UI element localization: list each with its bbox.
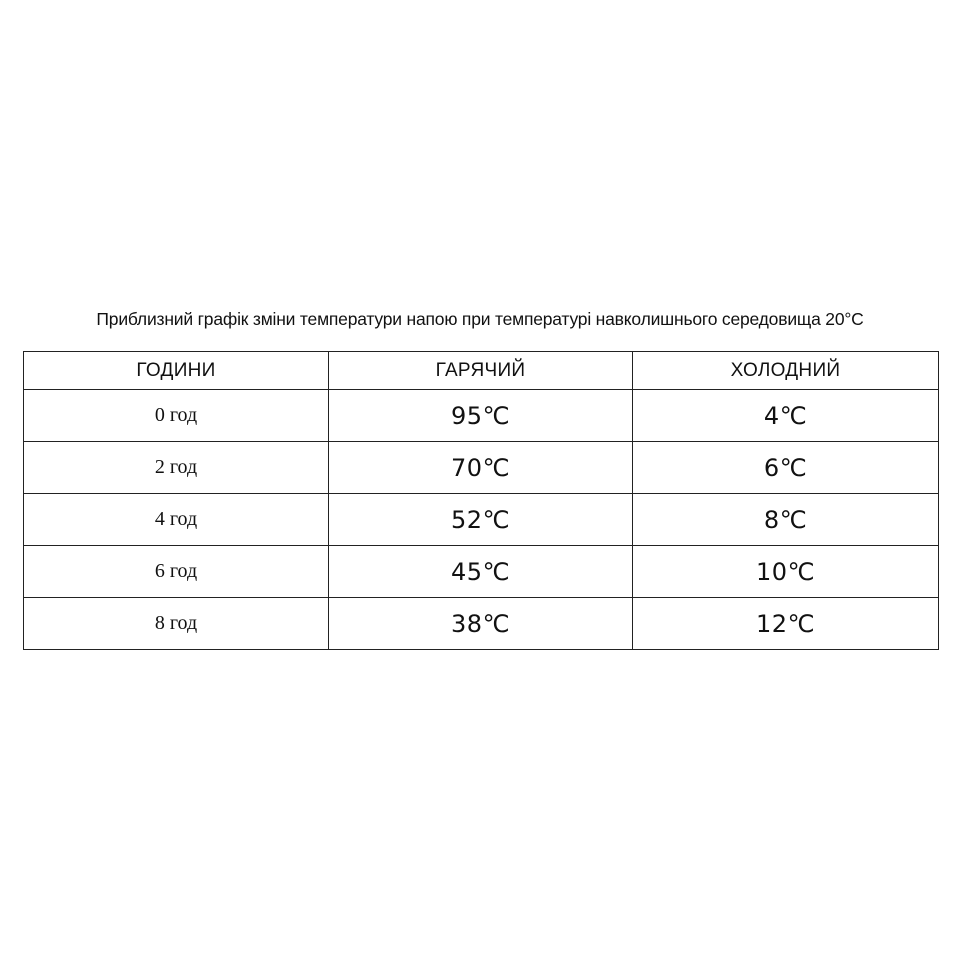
cold-temp-cell: 6℃ <box>633 442 939 494</box>
table-row <box>24 546 939 598</box>
hot-temp-cell: 38℃ <box>329 598 633 650</box>
cold-temp-cell: 10℃ <box>633 546 939 598</box>
cold-temp-cell: 4℃ <box>633 390 939 442</box>
header-hours: ГОДИНИ <box>24 352 329 390</box>
table-header-row <box>24 352 939 390</box>
table-row <box>24 598 939 650</box>
cold-temp-cell: 12℃ <box>633 598 939 650</box>
hours-cell: 0 год <box>24 390 329 442</box>
hot-temp-cell: 45℃ <box>329 546 633 598</box>
hot-temp-cell: 52℃ <box>329 494 633 546</box>
temperature-table <box>23 351 939 650</box>
hours-cell: 6 год <box>24 546 329 598</box>
header-hot: ГАРЯЧИЙ <box>329 352 633 390</box>
table-row <box>24 390 939 442</box>
hot-temp-cell: 70℃ <box>329 442 633 494</box>
hours-cell: 8 год <box>24 598 329 650</box>
cold-temp-cell: 8℃ <box>633 494 939 546</box>
header-cold: ХОЛОДНИЙ <box>633 352 939 390</box>
hours-cell: 2 год <box>24 442 329 494</box>
table-caption: Приблизний графік зміни температури напою при температурі навколишнього середовища 20°С <box>96 309 864 329</box>
table-row <box>24 494 939 546</box>
hot-temp-cell: 95℃ <box>329 390 633 442</box>
hours-cell: 4 год <box>24 494 329 546</box>
table-row <box>24 442 939 494</box>
